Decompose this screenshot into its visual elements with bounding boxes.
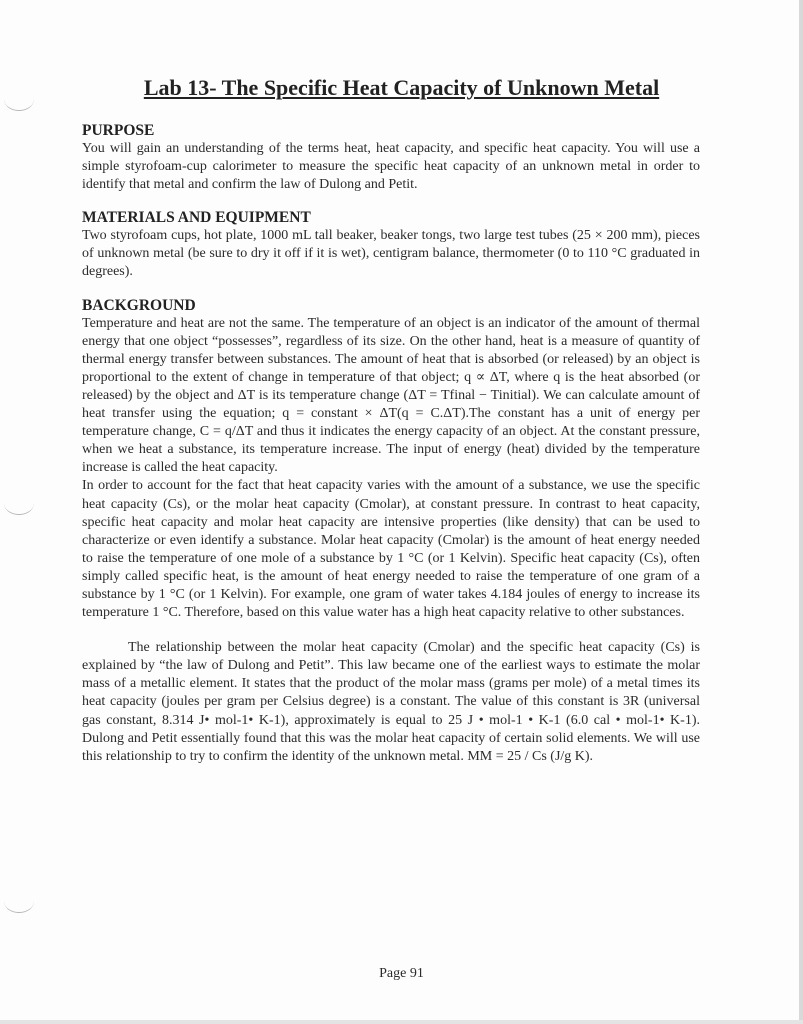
materials-heading: MATERIALS AND EQUIPMENT: [82, 209, 311, 227]
purpose-heading: PURPOSE: [82, 122, 155, 139]
punch-hole-mark: [4, 890, 34, 913]
document-body: [82, 122, 700, 766]
punch-hole-mark: [4, 492, 34, 515]
page-number: Page 91: [379, 966, 424, 981]
background-heading: BACKGROUND: [82, 296, 196, 314]
materials-text: Two styrofoam cups, hot plate, 1000 mL tall beaker, beaker tongs, two large test tubes (25 × 200 mm), pieces of unknown metal (be sure to dry it off if it is wet), centigram balance, thermometer (0 to 110 °C graduated in degrees).: [82, 228, 700, 280]
page-title: Lab 13- The Specific Heat Capacity of Unknown Metal: [143, 75, 660, 100]
page-edge-shadow: [799, 0, 803, 1024]
purpose-text: You will gain an understanding of the terms heat, heat capacity, and specific heat capacity. You will use a simple styrofoam-cup calorimeter to measure the specific heat capacity of an unknown metal in order to identify that metal and confirm the law of Dulong and Petit.: [82, 141, 700, 193]
background-paragraph-1: Temperature and heat are not the same. The temperature of an object is an indicator of the amount of thermal energy that one object “possesses”, regardless of its size. On the other hand, heat is a measure of quantity of thermal energy transfer between substances. The amount of heat that is absorbed (or released) by an object is proportional to the extent of change in temperature of that object; q ∝ ΔT, where q is the heat absorbed (or released) by the object and ΔT is its temperature change (ΔT = Tfinal − Tinitial). We can calculate amount of heat transfer using the equation; q = constant × ΔT(q = C.ΔT).The constant has a unit of energy per temperature change, C = q/ΔT and thus it indicates the energy capacity of an object. At the constant pressure, when we heat a substance, its temperature increase. The input of energy (heat) divided by the temperature increase is called the heat capacity.: [82, 315, 700, 476]
background-paragraph-2: In order to account for the fact that heat capacity varies with the amount of a substance, we use the specific heat capacity (Cs), or the molar heat capacity (Cmolar), at constant pressure. In contrast to heat capacity, specific heat capacity and molar heat capacity are intensive properties (like density) that can be used to characterize or even identify a substance. Molar heat capacity (Cmolar) is the amount of heat energy needed to raise the temperature of one mole of a substance by 1 °C (or 1 Kelvin). Specific heat capacity (Cs), often simply called specific heat, is the amount of heat energy needed to raise the temperature of one gram of a substance by 1 °C (or 1 Kelvin). For example, one gram of water takes 4.184 joules of energy to increase its temperature 1 °C. Therefore, based on this value water has a high heat capacity relative to other substances.: [82, 478, 700, 621]
background-paragraph-3: The relationship between the molar heat capacity (Cmolar) and the specific heat capacity (Cs) is explained by “the law of Dulong and Petit”. This law became one of the earliest ways to estimate the molar mass of a metallic element. It states that the product of the molar mass (grams per mole) of a metal times its heat capacity (joules per gram per Celsius degree) is a constant. The value of this constant is 3R (universal gas constant, 8.314 J• mol-1• K-1), approximately is equal to 25 J • mol-1 • K-1 (6.0 cal • mol-1• K-1). Dulong and Petit essentially found that this was the molar heat capacity of certain solid elements. We will use this relationship to try to confirm the identity of the unknown metal. MM = 25 / Cs (J/g K).: [82, 640, 700, 764]
background-section: [82, 297, 700, 766]
materials-section: [82, 209, 700, 281]
purpose-section: [82, 122, 700, 194]
page-edge-bottom: [0, 1020, 803, 1024]
